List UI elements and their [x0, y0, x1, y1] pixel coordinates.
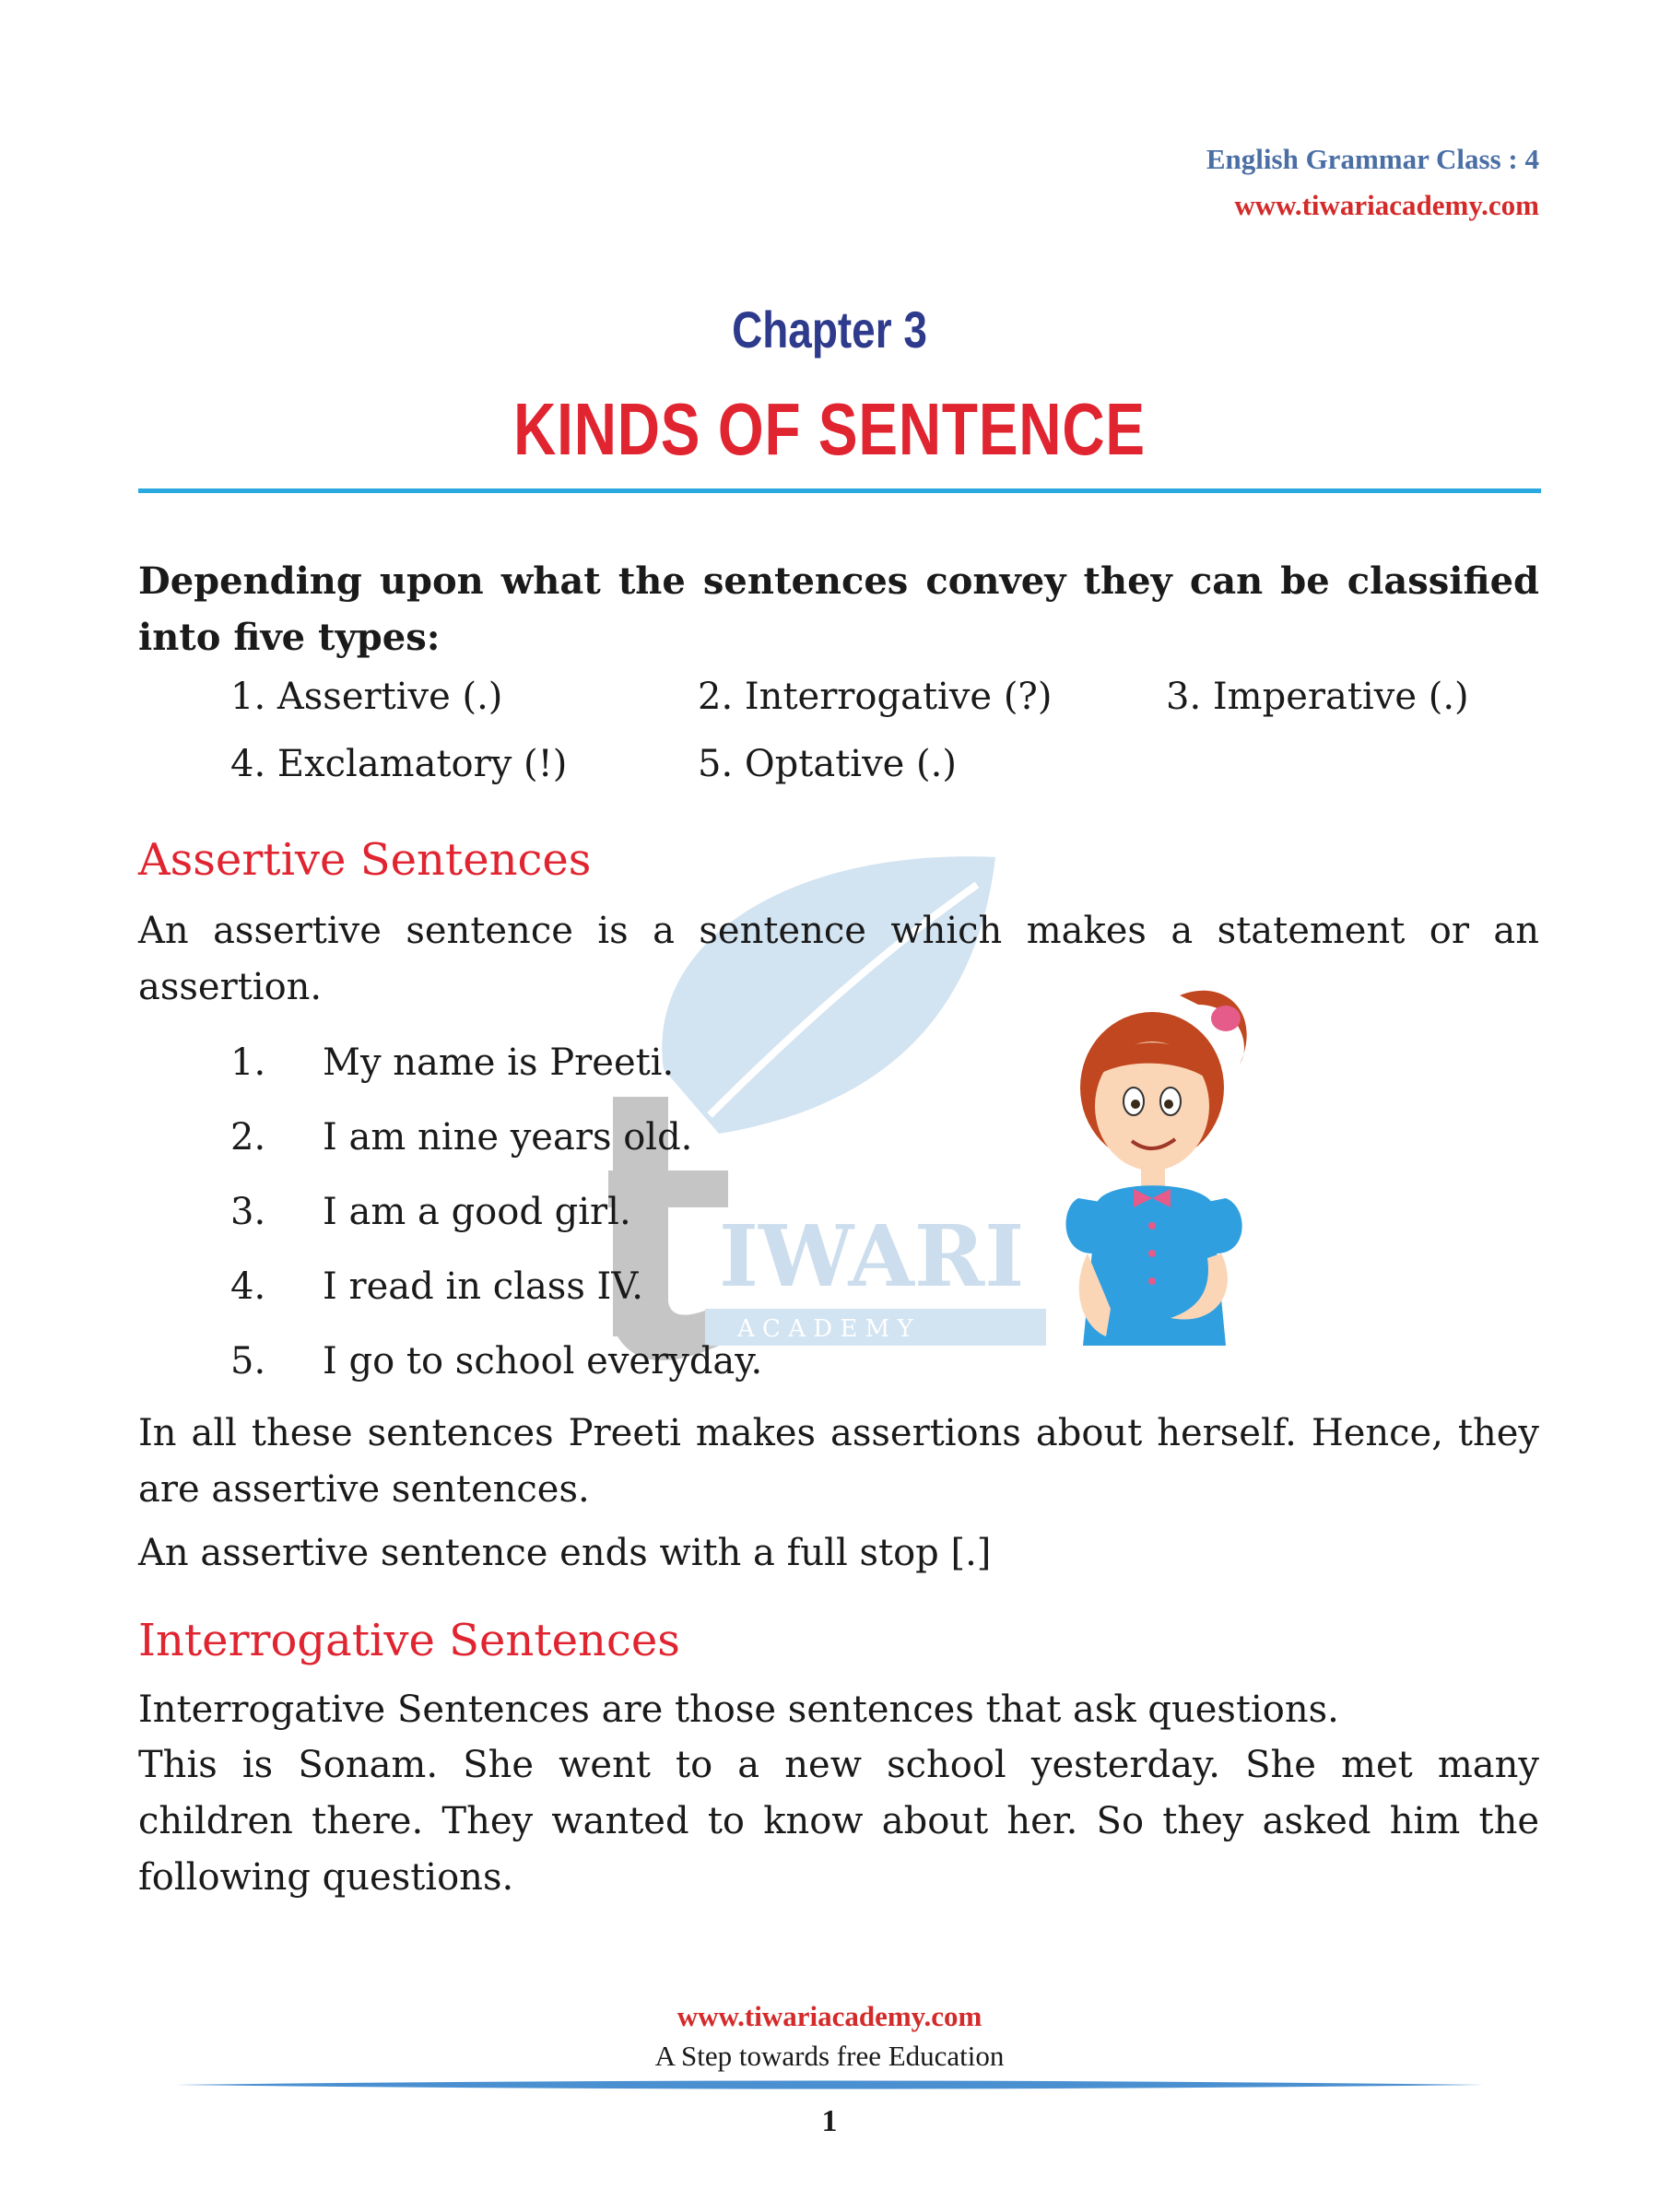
watermark-text: IWARI [719, 1206, 1025, 1306]
example-number: 5. [230, 1340, 266, 1382]
example-number: 2. [230, 1116, 266, 1159]
watermark-subtext: A C A D E M Y [737, 1315, 913, 1343]
interrogative-definition: Interrogative Sentences are those sentences that ask questions. [138, 1688, 1339, 1731]
example-number: 3. [230, 1191, 266, 1233]
type-item: 5. Optative (.) [698, 743, 957, 785]
footer-website[interactable]: www.tiwariacademy.com [677, 2000, 982, 2032]
interrogative-story: This is Sonam. She went to a new school yesterday. She met many children there. They wanted to know about her. So they asked him the following questions. [138, 1744, 1539, 1899]
title-divider [138, 488, 1541, 493]
example-text: I go to school everyday. [323, 1340, 763, 1382]
intro-paragraph: Depending upon what the sentences convey they can be classified into five types: [138, 559, 1539, 659]
header-class-label: English Grammar Class : 4 [1206, 143, 1539, 175]
example-text: I am a good girl. [323, 1191, 631, 1233]
chapter-label: Chapter 3 [732, 300, 927, 359]
girl-illustration-icon [1041, 977, 1300, 1364]
assertive-definition: An assertive sentence is a sentence which makes a statement or an assertion. [138, 910, 1539, 1008]
footer-divider [175, 2078, 1484, 2091]
interrogative-heading: Interrogative Sentences [138, 1615, 680, 1666]
page-number: 1 [821, 2104, 838, 2138]
assertive-heading: Assertive Sentences [138, 834, 592, 886]
footer-tagline: A Step towards free Education [654, 2040, 1005, 2072]
type-item: 3. Imperative (.) [1166, 676, 1469, 718]
assertive-explanation: In all these sentences Preeti makes assertions about herself. Hence, they are assertive sentences. [138, 1412, 1539, 1511]
assertive-rule: An assertive sentence ends with a full stop [.] [138, 1532, 992, 1574]
type-item: 4. Exclamatory (!) [230, 743, 568, 785]
type-item: 1. Assertive (.) [230, 676, 503, 718]
example-text: I read in class IV. [323, 1265, 643, 1308]
type-item: 2. Interrogative (?) [698, 676, 1053, 718]
example-text: I am nine years old. [323, 1116, 693, 1159]
example-number: 1. [230, 1041, 266, 1084]
example-text: My name is Preeti. [323, 1041, 675, 1084]
chapter-title: KINDS OF SENTENCE [513, 388, 1146, 470]
header-website[interactable]: www.tiwariacademy.com [1234, 189, 1539, 221]
example-number: 4. [230, 1265, 266, 1308]
